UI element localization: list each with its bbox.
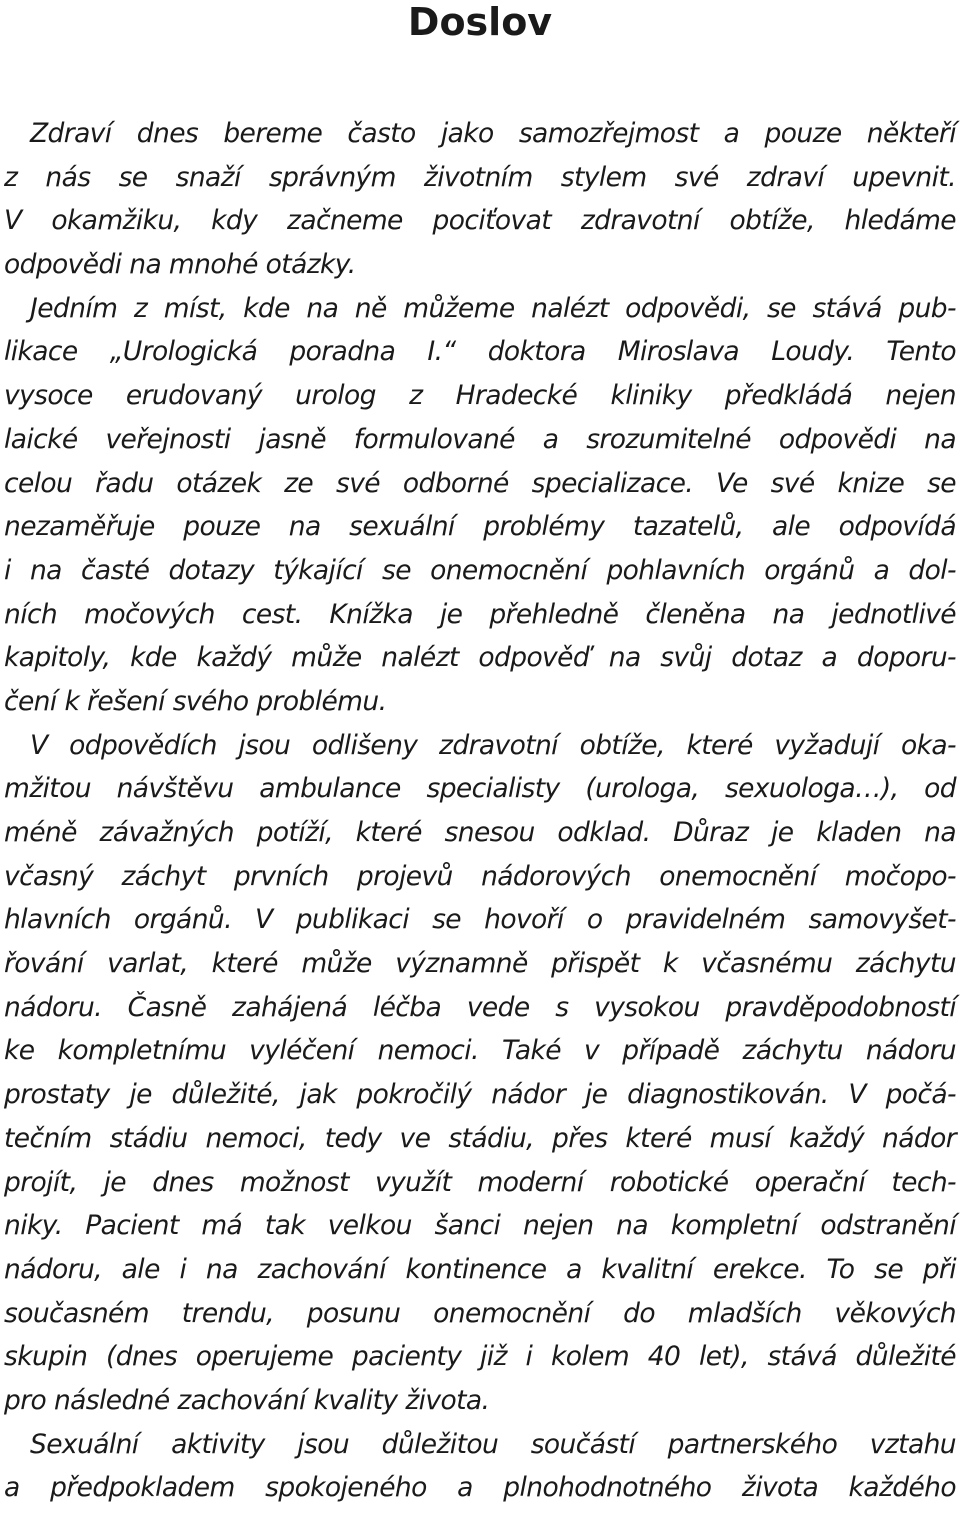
text-line: z nás se snaží správným životním stylem své zdraví upevnit. <box>4 161 956 193</box>
text-line: V okamžiku, kdy začneme pociťovat zdravotní obtíže, hledáme <box>4 205 956 237</box>
text-line: prostaty je důležité, jak pokročilý nádor je diagnostikován. V počá- <box>4 1079 956 1111</box>
text-line: ních močových cest. Knížka je přehledně členěna na jednotlivé <box>4 598 956 630</box>
text-line: čení k řešení svého problému. <box>4 685 387 717</box>
text-line: řování varlat, které může významně přispět k včasnému záchytu <box>4 948 956 980</box>
text-line: V odpovědích jsou odlišeny zdravotní obtíže, které vyžadují oka- <box>30 729 956 761</box>
text-line: niky. Pacient má tak velkou šanci nejen na kompletní odstranění <box>4 1210 956 1242</box>
text-line: ke kompletnímu vyléčení nemoci. Také v případě záchytu nádoru <box>4 1035 956 1067</box>
text-line: projít, je dnes možnost využít moderní robotické operační tech- <box>4 1166 956 1198</box>
text-line: včasný záchyt prvních projevů nádorových onemocnění močopo- <box>4 860 956 892</box>
text-line: Sexuální aktivity jsou důležitou součástí partnerského vztahu <box>30 1428 956 1460</box>
text-line: vysoce erudovaný urolog z Hradecké kliniky předkládá nejen <box>4 380 956 412</box>
text-line: nádoru. Časně zahájená léčba vede s vysokou pravděpodobností <box>4 991 956 1023</box>
text-line: tečním stádiu nemoci, tedy ve stádiu, přes které musí každý nádor <box>4 1122 956 1154</box>
text-line: skupin (dnes operujeme pacienty již i kolem 40 let), stává důležité <box>4 1341 956 1373</box>
text-line: i na časté dotazy týkající se onemocnění pohlavních orgánů a dol- <box>4 554 956 586</box>
afterword-text <box>4 112 956 1510</box>
text-line: méně závažných potíží, které snesou odklad. Důraz je kladen na <box>4 817 956 848</box>
text-line: a předpokladem spokojeného a plnohodnotného života každého <box>4 1472 956 1504</box>
text-line: pro následné zachování kvality života. <box>4 1384 490 1416</box>
text-line: celou řadu otázek ze své odborné specializace. Ve své knize se <box>4 467 956 499</box>
text-line: současném trendu, posunu onemocnění do mladších věkových <box>4 1297 956 1329</box>
text-line: hlavních orgánů. V publikaci se hovoří o pravidelném samovyšet- <box>4 904 956 936</box>
text-line: mžitou návštěvu ambulance specialisty (urologa, sexuologa…), od <box>4 773 956 805</box>
page-title: Doslov <box>407 0 553 44</box>
text-line: nádoru, ale i na zachování kontinence a kvalitní erekce. To se při <box>4 1253 956 1285</box>
text-line: Jedním z míst, kde na ně můžeme nalézt odpovědi, se stává pub- <box>30 292 956 324</box>
text-line: nezaměřuje pouze na sexuální problémy tazatelů, ale odpovídá <box>4 511 956 543</box>
text-line: likace „Urologická poradna I.“ doktora Miroslava Loudy. Tento <box>4 336 956 368</box>
text-line: kapitoly, kde každý může nalézt odpověď na svůj dotaz a doporu- <box>4 642 956 674</box>
text-line: odpovědi na mnohé otázky. <box>4 249 356 281</box>
text-line: laické veřejnosti jasně formulované a srozumitelné odpovědi na <box>4 423 956 455</box>
text-line: Zdraví dnes bereme často jako samozřejmost a pouze někteří <box>30 118 956 149</box>
